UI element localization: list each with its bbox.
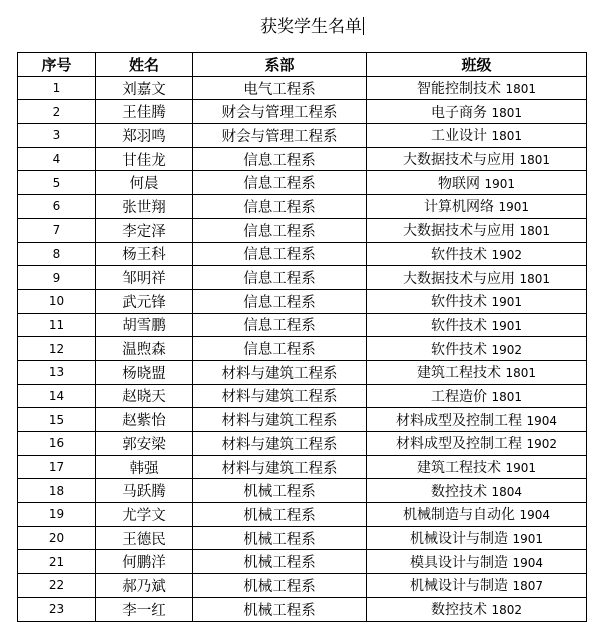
table-row xyxy=(18,408,587,432)
cell-num: 17 xyxy=(18,455,96,479)
class-year: 1801 xyxy=(505,366,536,381)
table-row xyxy=(18,503,587,527)
class-year: 1801 xyxy=(519,153,550,168)
class-name: 机械设计与制造 xyxy=(410,578,508,595)
cell-dept: 信息工程系 xyxy=(193,171,367,195)
cell-class xyxy=(367,195,587,219)
cell-dept: 机械工程系 xyxy=(193,479,367,503)
cell-name: 张世翔 xyxy=(96,195,193,219)
class-year: 1902 xyxy=(491,342,522,357)
class-name: 物联网 xyxy=(438,175,480,192)
cell-class xyxy=(367,313,587,337)
text-cursor xyxy=(363,17,364,35)
class-name: 软件技术 xyxy=(431,317,487,334)
class-name: 建筑工程技术 xyxy=(417,460,501,477)
cell-dept: 财会与管理工程系 xyxy=(193,100,367,124)
header-num: 序号 xyxy=(18,53,96,77)
cell-name: 郭安梁 xyxy=(96,432,193,456)
cell-class xyxy=(367,289,587,313)
cell-num: 20 xyxy=(18,526,96,550)
table-row xyxy=(18,289,587,313)
cell-class xyxy=(367,100,587,124)
cell-num: 7 xyxy=(18,218,96,242)
cell-name: 杨晓盟 xyxy=(96,360,193,384)
class-year: 1801 xyxy=(505,82,536,97)
cell-name: 韩强 xyxy=(96,455,193,479)
cell-class xyxy=(367,218,587,242)
table-row xyxy=(18,597,587,621)
cell-name: 尤学文 xyxy=(96,503,193,527)
cell-name: 赵晓天 xyxy=(96,384,193,408)
cell-name: 邹明祥 xyxy=(96,266,193,290)
class-name: 大数据技术与应用 xyxy=(403,270,515,287)
table-row xyxy=(18,171,587,195)
cell-class xyxy=(367,384,587,408)
cell-dept: 材料与建筑工程系 xyxy=(193,408,367,432)
cell-num: 3 xyxy=(18,124,96,148)
cell-num: 12 xyxy=(18,337,96,361)
class-name: 工程造价 xyxy=(431,388,487,405)
class-year: 1802 xyxy=(491,603,522,618)
cell-num: 14 xyxy=(18,384,96,408)
cell-class xyxy=(367,147,587,171)
cell-name: 温煦森 xyxy=(96,337,193,361)
cell-dept: 信息工程系 xyxy=(193,266,367,290)
class-year: 1901 xyxy=(498,200,529,215)
cell-dept: 信息工程系 xyxy=(193,289,367,313)
class-name: 机械制造与自动化 xyxy=(403,507,515,524)
header-class: 班级 xyxy=(367,53,587,77)
cell-dept: 信息工程系 xyxy=(193,313,367,337)
class-name: 材料成型及控制工程 xyxy=(396,412,522,429)
class-year: 1904 xyxy=(526,413,557,428)
cell-num: 18 xyxy=(18,479,96,503)
cell-name: 王佳腾 xyxy=(96,100,193,124)
class-name: 模具设计与制造 xyxy=(410,554,508,571)
cell-class xyxy=(367,432,587,456)
cell-class xyxy=(367,266,587,290)
cell-dept: 财会与管理工程系 xyxy=(193,124,367,148)
table-row xyxy=(18,432,587,456)
cell-dept: 材料与建筑工程系 xyxy=(193,432,367,456)
class-year: 1901 xyxy=(512,532,543,547)
class-name: 智能控制技术 xyxy=(417,81,501,98)
cell-name: 刘嘉文 xyxy=(96,76,193,100)
class-year: 1801 xyxy=(491,389,522,404)
table-row xyxy=(18,242,587,266)
cell-class xyxy=(367,574,587,598)
cell-dept: 机械工程系 xyxy=(193,574,367,598)
class-year: 1801 xyxy=(519,271,550,286)
class-year: 1904 xyxy=(519,508,550,523)
table-row xyxy=(18,147,587,171)
cell-class xyxy=(367,76,587,100)
cell-class xyxy=(367,597,587,621)
cell-dept: 机械工程系 xyxy=(193,526,367,550)
cell-dept: 材料与建筑工程系 xyxy=(193,455,367,479)
table-row xyxy=(18,360,587,384)
table-row xyxy=(18,195,587,219)
cell-num: 21 xyxy=(18,550,96,574)
cell-num: 9 xyxy=(18,266,96,290)
cell-name: 杨王科 xyxy=(96,242,193,266)
cell-num: 5 xyxy=(18,171,96,195)
table-row xyxy=(18,337,587,361)
cell-name: 李一红 xyxy=(96,597,193,621)
table-row xyxy=(18,218,587,242)
cell-num: 8 xyxy=(18,242,96,266)
table-row xyxy=(18,574,587,598)
class-name: 计算机网络 xyxy=(424,199,494,216)
cell-name: 何晨 xyxy=(96,171,193,195)
class-year: 1801 xyxy=(519,224,550,239)
class-year: 1901 xyxy=(505,461,536,476)
class-year: 1902 xyxy=(491,247,522,262)
table-row xyxy=(18,76,587,100)
cell-name: 郝乃斌 xyxy=(96,574,193,598)
cell-dept: 信息工程系 xyxy=(193,242,367,266)
class-year: 1801 xyxy=(491,129,522,144)
header-dept: 系部 xyxy=(193,53,367,77)
class-name: 大数据技术与应用 xyxy=(403,223,515,240)
cell-class xyxy=(367,526,587,550)
cell-class xyxy=(367,479,587,503)
cell-name: 王德民 xyxy=(96,526,193,550)
cell-name: 胡雪鹏 xyxy=(96,313,193,337)
cell-name: 马跃腾 xyxy=(96,479,193,503)
cell-dept: 信息工程系 xyxy=(193,147,367,171)
cell-class xyxy=(367,408,587,432)
award-students-table xyxy=(17,52,587,622)
cell-class xyxy=(367,124,587,148)
cell-dept: 材料与建筑工程系 xyxy=(193,360,367,384)
class-name: 大数据技术与应用 xyxy=(403,152,515,169)
class-year: 1804 xyxy=(491,484,522,499)
table-row xyxy=(18,266,587,290)
class-year: 1902 xyxy=(526,437,557,452)
table-row xyxy=(18,526,587,550)
cell-class xyxy=(367,242,587,266)
class-name: 工业设计 xyxy=(431,128,487,145)
cell-name: 郑羽鸣 xyxy=(96,124,193,148)
cell-dept: 信息工程系 xyxy=(193,195,367,219)
table-row xyxy=(18,479,587,503)
table-row xyxy=(18,455,587,479)
class-name: 数控技术 xyxy=(431,602,487,619)
cell-class xyxy=(367,337,587,361)
cell-name: 李定泽 xyxy=(96,218,193,242)
document-title-area xyxy=(0,12,600,37)
class-year: 1904 xyxy=(512,555,543,570)
cell-num: 16 xyxy=(18,432,96,456)
class-name: 软件技术 xyxy=(431,341,487,358)
class-year: 1901 xyxy=(491,295,522,310)
cell-num: 19 xyxy=(18,503,96,527)
class-name: 软件技术 xyxy=(431,294,487,311)
cell-num: 15 xyxy=(18,408,96,432)
cell-num: 4 xyxy=(18,147,96,171)
class-name: 机械设计与制造 xyxy=(410,531,508,548)
cell-class xyxy=(367,550,587,574)
table-row xyxy=(18,550,587,574)
cell-class xyxy=(367,455,587,479)
class-name: 建筑工程技术 xyxy=(417,365,501,382)
cell-dept: 信息工程系 xyxy=(193,337,367,361)
class-year: 1901 xyxy=(491,318,522,333)
cell-num: 1 xyxy=(18,76,96,100)
cell-class xyxy=(367,171,587,195)
cell-class xyxy=(367,360,587,384)
class-name: 数控技术 xyxy=(431,483,487,500)
cell-name: 甘佳龙 xyxy=(96,147,193,171)
cell-dept: 材料与建筑工程系 xyxy=(193,384,367,408)
class-name: 材料成型及控制工程 xyxy=(396,436,522,453)
cell-num: 11 xyxy=(18,313,96,337)
cell-num: 10 xyxy=(18,289,96,313)
cell-class xyxy=(367,503,587,527)
cell-dept: 电气工程系 xyxy=(193,76,367,100)
cell-name: 何鹏洋 xyxy=(96,550,193,574)
cell-name: 武元锋 xyxy=(96,289,193,313)
class-name: 电子商务 xyxy=(431,104,487,121)
cell-dept: 信息工程系 xyxy=(193,218,367,242)
cell-dept: 机械工程系 xyxy=(193,503,367,527)
table-row xyxy=(18,124,587,148)
cell-num: 6 xyxy=(18,195,96,219)
cell-name: 赵紫怡 xyxy=(96,408,193,432)
header-name: 姓名 xyxy=(96,53,193,77)
table-row xyxy=(18,384,587,408)
cell-num: 2 xyxy=(18,100,96,124)
cell-dept: 机械工程系 xyxy=(193,550,367,574)
cell-num: 13 xyxy=(18,360,96,384)
table-row xyxy=(18,313,587,337)
cell-num: 22 xyxy=(18,574,96,598)
class-name: 软件技术 xyxy=(431,246,487,263)
class-year: 1807 xyxy=(512,579,543,594)
cell-dept: 机械工程系 xyxy=(193,597,367,621)
class-year: 1801 xyxy=(491,105,522,120)
cell-num: 23 xyxy=(18,597,96,621)
document-title[interactable]: 获奖学生名单 xyxy=(260,17,362,37)
table-header-row xyxy=(18,53,587,77)
table-row xyxy=(18,100,587,124)
table-body xyxy=(18,76,587,621)
class-year: 1901 xyxy=(484,176,515,191)
